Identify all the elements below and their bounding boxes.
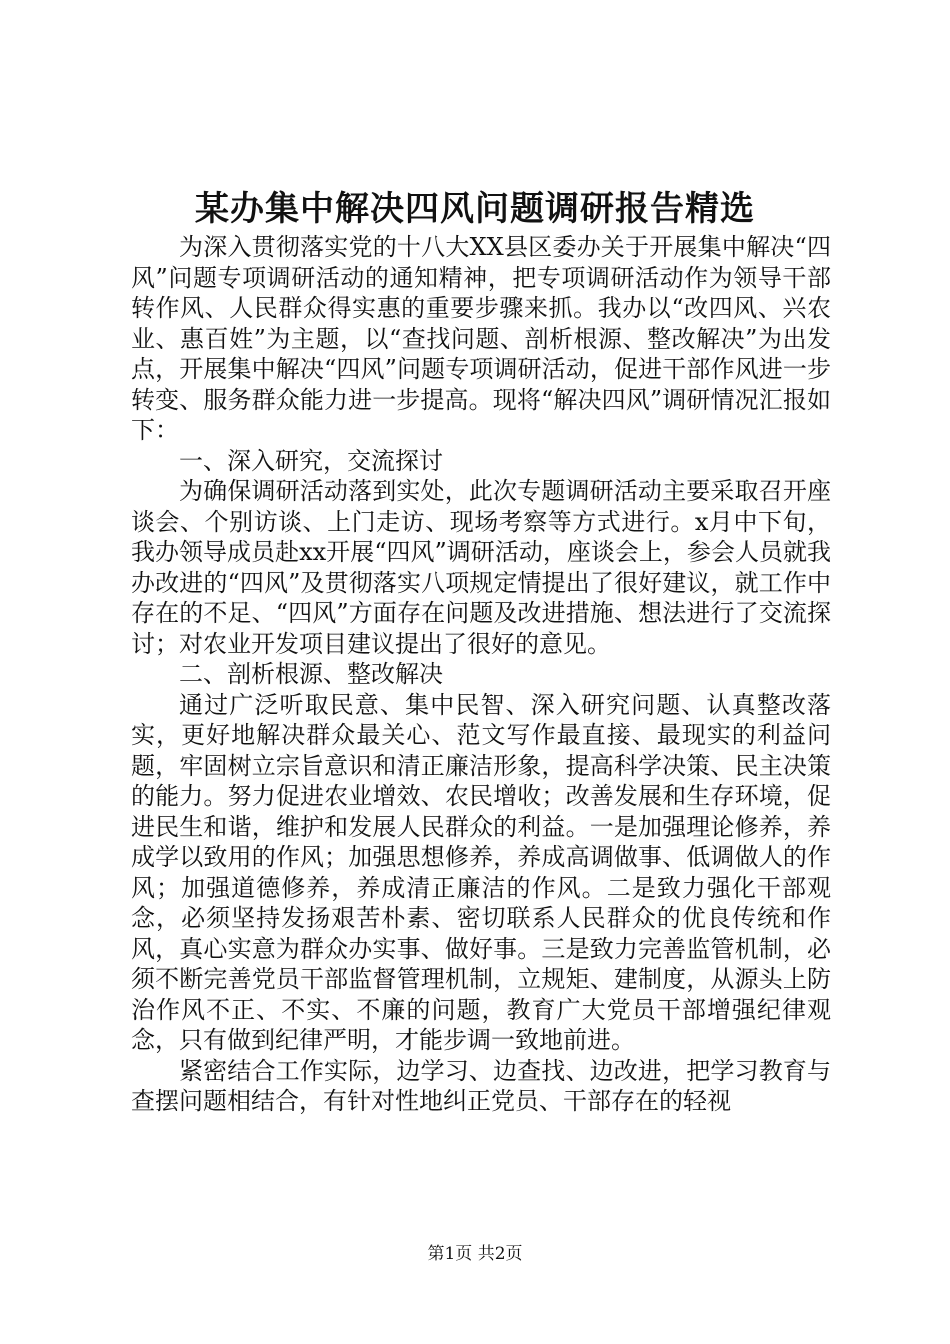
section-heading-1: 一、深入研究，交流探讨	[179, 446, 443, 475]
section-1-paragraph: 为确保调研活动落到实处，此次专题调研活动主要采取召开座谈会、个别访谈、上门走访、现场考察等方式进行。x月中下旬，我办领导成员赴xx开展“四风”调研活动，座谈会上，参会人员就我办改进的“四风”及贯彻落实八项规定情提出了很好建议，就工作中存在的不足、“四风”方面存在问题及改进措施、想法进行了交流探讨；对农业开发项目建议提出了很好的意见。	[131, 477, 831, 658]
page-number-footer: 第1页 共2页	[427, 1244, 523, 1264]
document-body	[131, 232, 831, 1117]
section-2-paragraph: 通过广泛听取民意、集中民智、深入研究问题、认真整改落实，更好地解决群众最关心、范文写作最直接、最现实的利益问题，牢固树立宗旨意识和清正廉洁形象，提高科学决策、民主决策的能力。努力促进农业增效、农民增收；改善发展和生存环境，促进民生和谐，维护和发展人民群众的利益。一是加强理论修养，养成学以致用的作风；加强思想修养，养成高调做事、低调做人的作风；加强道德修养，养成清正廉洁的作风。二是致力强化干部观念，必须坚持发扬艰苦朴素、密切联系人民群众的优良传统和作风，真心实意为群众办实事、做好事。三是致力完善监管机制，必须不断完善党员干部监督管理机制，立规矩、建制度，从源头上防治作风不正、不实、不廉的问题，教育广大党员干部增强纪律观念，只有做到纪律严明，才能步调一致地前进。	[131, 690, 831, 1054]
section-heading-2: 二、剖析根源、整改解决	[179, 660, 443, 688]
intro-paragraph: 为深入贯彻落实党的十八大XX县区委办关于开展集中解决“四风”问题专项调研活动的通知精神，把专项调研活动作为领导干部转作风、人民群众得实惠的重要步骤来抓。我办以“改四风、兴农业、惠百姓”为主题，以“查找问题、剖析根源、整改解决”为出发点，开展集中解决“四风”问题专项调研活动，促进干部作风进一步转变、服务群众能力进一步提高。现将“解决四风”调研情况汇报如下：	[131, 233, 831, 444]
section-2-paragraph-continued: 紧密结合工作实际，边学习、边查找、边改进，把学习教育与查摆问题相结合，有针对性地纠正党员、干部存在的轻视	[131, 1056, 831, 1115]
document-title: 某办集中解决四风问题调研报告精选	[195, 189, 755, 229]
